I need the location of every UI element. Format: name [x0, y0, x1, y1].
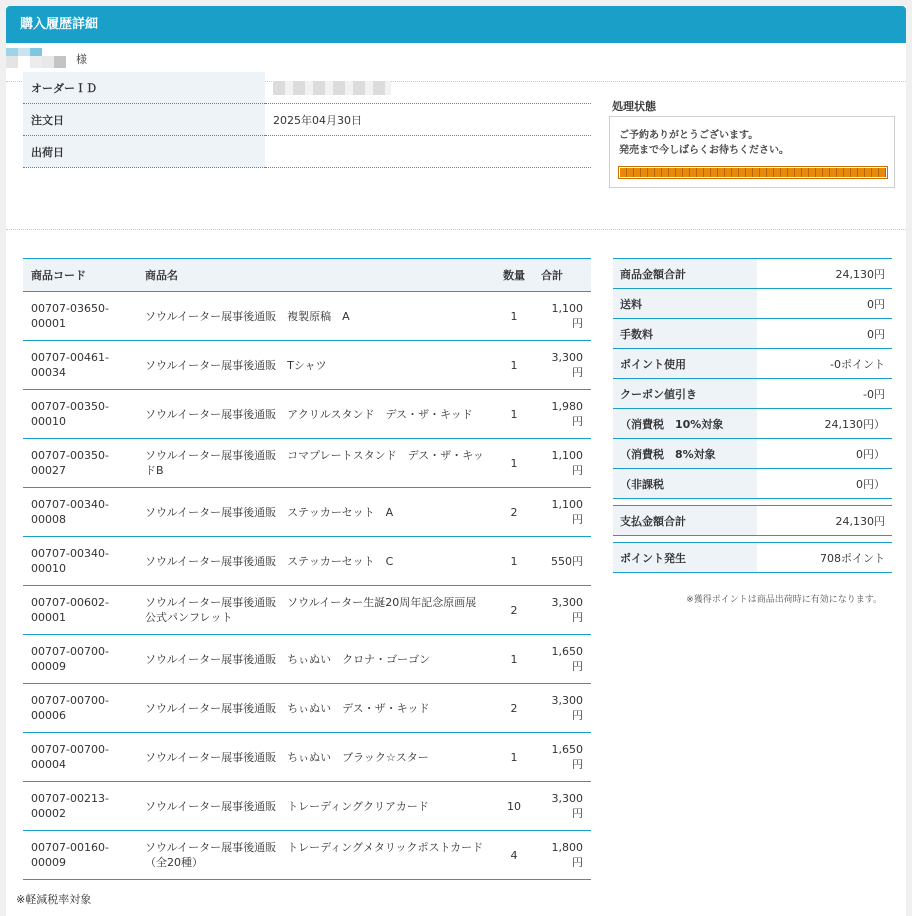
item-name: ソウルイーター展事後通販 ステッカーセット A	[137, 488, 495, 537]
item-subtotal: 1,650円	[533, 733, 591, 782]
item-qty: 1	[495, 439, 533, 488]
summary-label: （消費税 10%対象	[613, 409, 757, 439]
table-row	[23, 292, 591, 341]
item-code: 00707-00602-00001	[23, 586, 137, 635]
order-date-row	[23, 104, 591, 136]
table-row	[23, 341, 591, 390]
ship-date-value	[265, 136, 591, 168]
item-subtotal: 3,300円	[533, 341, 591, 390]
summary-row	[613, 289, 892, 319]
item-qty: 1	[495, 341, 533, 390]
item-subtotal: 1,800円	[533, 831, 591, 880]
items-header-row	[23, 259, 591, 292]
order-date-label: 注文日	[23, 104, 265, 136]
header-code: 商品コード	[23, 259, 137, 292]
item-name: ソウルイーター展事後通販 コマプレートスタンド デス・ザ・キッドB	[137, 439, 495, 488]
item-code: 00707-00700-00009	[23, 635, 137, 684]
item-code: 00707-03650-00001	[23, 292, 137, 341]
item-name: ソウルイーター展事後通販 ソウルイーター生誕20周年記念原画展公式パンフレット	[137, 586, 495, 635]
header-name: 商品名	[137, 259, 495, 292]
item-qty: 1	[495, 292, 533, 341]
summary-value: 0円	[757, 319, 892, 349]
item-name: ソウルイーター展事後通販 トレーディングクリアカード	[137, 782, 495, 831]
item-code: 00707-00350-00027	[23, 439, 137, 488]
summary-row	[613, 259, 892, 289]
item-name: ソウルイーター展事後通販 Tシャツ	[137, 341, 495, 390]
table-row	[23, 537, 591, 586]
table-row	[23, 390, 591, 439]
summary-points-label: ポイント発生	[613, 543, 757, 573]
item-code: 00707-00350-00010	[23, 390, 137, 439]
summary-row	[613, 349, 892, 379]
summary-value: 24,130円）	[757, 409, 892, 439]
summary-label: 送料	[613, 289, 757, 319]
item-code: 00707-00340-00010	[23, 537, 137, 586]
item-subtotal: 1,100円	[533, 439, 591, 488]
status-message-line1: ご予約ありがとうございます。	[619, 130, 759, 141]
item-qty: 1	[495, 635, 533, 684]
table-row	[23, 586, 591, 635]
summary-total-label: 支払金額合計	[613, 506, 757, 536]
summary-row	[613, 469, 892, 499]
summary-value: -0ポイント	[757, 349, 892, 379]
table-row	[23, 635, 591, 684]
item-name: ソウルイーター展事後通販 ちぃぬい デス・ザ・キッド	[137, 684, 495, 733]
item-subtotal: 3,300円	[533, 782, 591, 831]
status-message	[619, 128, 789, 158]
summary-row	[613, 319, 892, 349]
table-row	[23, 733, 591, 782]
item-qty: 2	[495, 488, 533, 537]
summary-gap	[613, 536, 892, 543]
status-label: 処理状態	[612, 100, 656, 113]
order-id-label: オーダーＩＤ	[23, 72, 265, 104]
table-row	[23, 782, 591, 831]
item-qty: 4	[495, 831, 533, 880]
section-divider	[6, 229, 906, 230]
item-name: ソウルイーター展事後通販 複製原稿 A	[137, 292, 495, 341]
item-subtotal: 3,300円	[533, 586, 591, 635]
order-info-table	[23, 72, 591, 168]
summary-label: （非課税	[613, 469, 757, 499]
table-row	[23, 831, 591, 880]
header-subtotal: 合計	[533, 259, 591, 292]
status-message-line2: 発売まで今しばらくお待ちください。	[619, 145, 789, 156]
item-code: 00707-00700-00006	[23, 684, 137, 733]
summary-label: 商品金額合計	[613, 259, 757, 289]
summary-value: 0円）	[757, 439, 892, 469]
page-title: 購入履歴詳細	[6, 6, 906, 43]
item-subtotal: 1,100円	[533, 292, 591, 341]
summary-value: -0円	[757, 379, 892, 409]
item-name: ソウルイーター展事後通販 ちぃぬい ブラック☆スター	[137, 733, 495, 782]
item-qty: 2	[495, 684, 533, 733]
table-row	[23, 488, 591, 537]
item-subtotal: 550円	[533, 537, 591, 586]
ship-date-label: 出荷日	[23, 136, 265, 168]
summary-total-row	[613, 506, 892, 536]
customer-suffix: 様	[76, 53, 87, 66]
item-name: ソウルイーター展事後通販 ちぃぬい クロナ・ゴーゴン	[137, 635, 495, 684]
items-table	[23, 258, 591, 880]
summary-value: 0円	[757, 289, 892, 319]
item-name: ソウルイーター展事後通販 アクリルスタンド デス・ザ・キッド	[137, 390, 495, 439]
summary-label: クーポン値引き	[613, 379, 757, 409]
ship-date-row	[23, 136, 591, 168]
summary-row	[613, 409, 892, 439]
purchase-history-panel	[6, 6, 906, 916]
item-qty: 10	[495, 782, 533, 831]
order-id-row	[23, 72, 591, 104]
customer-name-redacted	[6, 48, 81, 68]
header-qty: 数量	[495, 259, 533, 292]
item-qty: 2	[495, 586, 533, 635]
reduced-tax-note: ※軽減税率対象	[16, 893, 92, 906]
points-note: ※獲得ポイントは商品出荷時に有効になります。	[686, 595, 882, 605]
summary-label: （消費税 8%対象	[613, 439, 757, 469]
item-name: ソウルイーター展事後通販 トレーディングメタリックポストカード（全20種）	[137, 831, 495, 880]
item-code: 00707-00461-00034	[23, 341, 137, 390]
summary-row	[613, 379, 892, 409]
item-subtotal: 1,100円	[533, 488, 591, 537]
summary-gap	[613, 499, 892, 506]
summary-label: ポイント使用	[613, 349, 757, 379]
order-id-redacted	[273, 81, 391, 95]
item-code: 00707-00700-00004	[23, 733, 137, 782]
status-progress-fill	[620, 168, 886, 177]
table-row	[23, 684, 591, 733]
status-progress-bar	[618, 166, 888, 179]
item-code: 00707-00340-00008	[23, 488, 137, 537]
order-id-value	[265, 72, 591, 104]
item-name: ソウルイーター展事後通販 ステッカーセット C	[137, 537, 495, 586]
item-code: 00707-00213-00002	[23, 782, 137, 831]
item-subtotal: 1,980円	[533, 390, 591, 439]
summary-points-row	[613, 543, 892, 573]
item-subtotal: 1,650円	[533, 635, 591, 684]
item-subtotal: 3,300円	[533, 684, 591, 733]
order-date-value: 2025年04月30日	[265, 104, 591, 136]
summary-points-value: 708ポイント	[757, 543, 892, 573]
summary-value: 24,130円	[757, 259, 892, 289]
summary-total-value: 24,130円	[757, 506, 892, 536]
summary-row	[613, 439, 892, 469]
item-qty: 1	[495, 390, 533, 439]
item-code: 00707-00160-00009	[23, 831, 137, 880]
summary-label: 手数料	[613, 319, 757, 349]
status-box	[609, 116, 895, 188]
table-row	[23, 439, 591, 488]
item-qty: 1	[495, 733, 533, 782]
summary-value: 0円）	[757, 469, 892, 499]
item-qty: 1	[495, 537, 533, 586]
summary-table	[613, 258, 892, 573]
